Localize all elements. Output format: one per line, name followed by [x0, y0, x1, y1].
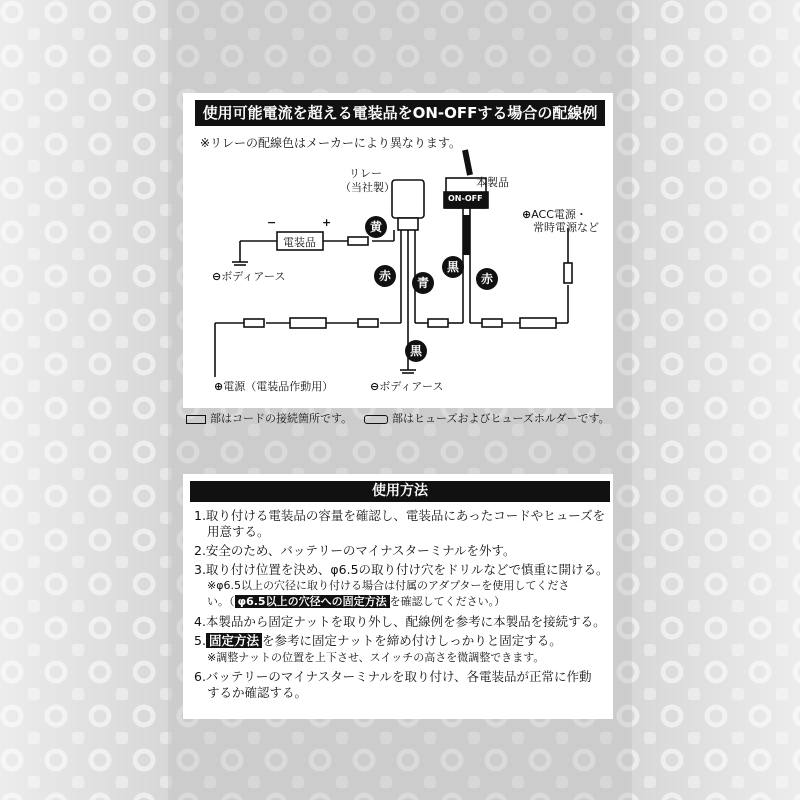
device-plus: +: [322, 216, 332, 229]
switch-text: ON-OFF: [448, 194, 483, 203]
body-earth-bottom: ⊖ボディアース: [370, 380, 444, 393]
body-earth-left: ⊖ボディアース: [212, 270, 286, 283]
acc-label-2: 常時電源など: [533, 221, 599, 234]
wire-tag-red-left: 赤: [374, 265, 396, 287]
device-label: 電装品: [283, 236, 316, 249]
step-3-note-2: い。（ φ6.5以上の穴径への固定方法 を確認してください。）: [207, 595, 506, 608]
fuse-right: [520, 318, 556, 328]
step-6b: するか確認する。: [207, 685, 308, 700]
step-4: 4.本製品から固定ナットを取り外し、配線例を参考に本製品を接続する。: [194, 614, 606, 629]
fixing-method-large-hole-keyword: φ6.5以上の穴径への固定方法: [235, 595, 390, 608]
relay-sublabel: （当社製）: [340, 181, 395, 194]
wire-tag-yellow: 黄: [365, 216, 387, 238]
legend-fuse-swatch: [364, 415, 388, 424]
diagram-title: 使用可能電流を超える電装品をON-OFFする場合の配線例: [195, 100, 605, 126]
step-6a: 6.バッテリーのマイナスターミナルを取り付け、各電装品が正常に作動: [194, 669, 592, 684]
product-label: 本製品: [476, 176, 509, 189]
step-3: 3.取り付け位置を決め、φ6.5の取り付け穴をドリルなどで慎重に開ける。: [194, 562, 609, 577]
wire-tag-black-top: 黒: [442, 256, 464, 278]
fuse-left: [290, 318, 326, 328]
step-1b: 用意する。: [207, 524, 270, 539]
diagram-note: ※リレーの配線色はメーカーにより異なります。: [200, 136, 461, 150]
usage-title: 使用方法: [190, 481, 610, 502]
legend-connector-swatch: [186, 415, 206, 424]
fixing-method-keyword: 固定方法: [206, 633, 262, 648]
power-label: ⊕電源（電装品作動用）: [214, 380, 334, 393]
step-5: 5. 固定方法 を参考に固定ナットを締め付けしっかりと固定する。: [194, 633, 562, 648]
step-2: 2.安全のため、バッテリーのマイナスターミナルを外す。: [194, 543, 516, 558]
relay-label: リレー: [349, 167, 382, 180]
step-5-note: ※調整ナットの位置を上下させ、スイッチの高さを微調整できます。: [207, 651, 545, 664]
relay-body: [392, 180, 424, 218]
step-3-note-1: ※φ6.5以上の穴径に取り付ける場合は付属のアダプターを使用してくださ: [207, 579, 570, 592]
acc-label-1: ⊕ACC電源・: [522, 208, 587, 221]
wire-tag-blue: 青: [412, 272, 434, 294]
device-minus: −: [267, 216, 277, 229]
legend-fuse: 部はヒューズおよびヒューズホルダーです。: [364, 410, 610, 426]
connector-yellow: [348, 237, 368, 245]
legend-connector: 部はコードの接続箇所です。: [186, 410, 352, 426]
wire-tag-black-bottom: 黒: [405, 340, 427, 362]
step-1a: 1.取り付ける電装品の容量を確認し、電装品にあったコードやヒューズを: [194, 508, 606, 523]
wire-tag-red-right: 赤: [476, 268, 498, 290]
